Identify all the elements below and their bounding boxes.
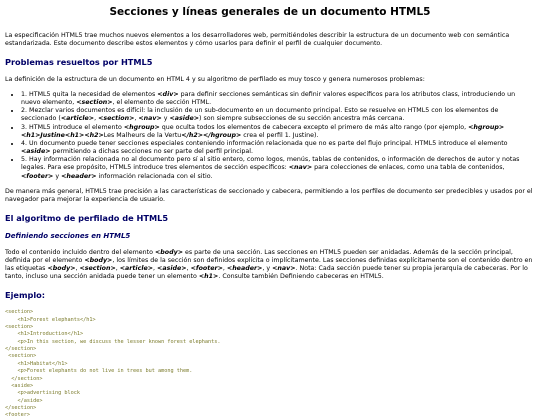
- code-line: </section>: [5, 405, 37, 412]
- item-text: 5. Hay información relacionada no al documento pero sí al sitio entero, como logos, menús, tablas de contenidos, o información de derechos de autor y notas legales. Para ese propósito, HTML5 introduce tres elementos de sección específicos:: [21, 156, 520, 172]
- item-text: 3. HTML5 introduce el elemento: [21, 123, 124, 131]
- code-tag: <footer>: [190, 265, 223, 273]
- code-tag: <body>: [154, 248, 183, 256]
- para-text: ,: [75, 265, 80, 273]
- page-title: Secciones y líneas generales de un documento HTML5: [109, 6, 431, 18]
- problems-outro-paragraph: De manera más general, HTML5 trae precisión a las características de seccionado y cabecera, permitiendo a los perfiles de documento ser predecibles y usados por el navegador para mejorar la experiencia de usuario.: [5, 187, 533, 203]
- code-tag: <hgroup>: [123, 123, 160, 131]
- para-text: es parte de una sección. Las secciones en HTML5 pueden ser anidadas. Además de la sección principal, definida por el elemento: [5, 248, 513, 264]
- item-text: , el elemento de sección HTML.: [112, 98, 212, 106]
- item-text: que oculta todos los elementos de cabecera excepto el primero de más alto rango (por ejemplo,: [159, 123, 469, 131]
- para-text: , y: [262, 265, 273, 273]
- para-text: ,: [115, 265, 120, 273]
- item-text: 2. Mezclar varios documentos es difícil: la inclusión de un sub-documento en un documento principal. Esto se resuelve en HTML5 con los elementos de seccionado (: [21, 107, 499, 123]
- list-item: [21, 107, 535, 123]
- item-text: ,: [134, 115, 139, 123]
- list-item: [21, 140, 535, 156]
- code-tag: <aside>: [157, 265, 187, 273]
- code-line: </aside>: [5, 397, 43, 404]
- item-text: y: [53, 172, 62, 180]
- code-line: <aside>: [5, 382, 34, 389]
- section-heading-algorithm: El algoritmo de perfilado de HTML5: [5, 213, 169, 224]
- code-tag: <article>: [119, 265, 154, 273]
- code-line: </section>: [5, 375, 43, 382]
- code-tag: </h2></hgroup>: [181, 131, 242, 139]
- code-tag: <aside>: [169, 115, 200, 123]
- item-text: ) son siempre subsecciones de su sección ancestra más cercana.: [199, 115, 405, 123]
- para-text: ,: [153, 265, 158, 273]
- code-line: </section>: [5, 346, 37, 353]
- defining-sections-paragraph: [5, 249, 535, 282]
- section-heading-problems: Problemas resueltos por HTML5: [5, 56, 153, 67]
- code-tag: <header>: [226, 265, 263, 273]
- para-text: . Consulte también Definiendo cabeceras en HTML5.: [218, 273, 384, 281]
- code-line: <p>Forest elephants do not live in trees but among them.: [5, 368, 193, 375]
- code-tag: <aside>: [21, 148, 51, 156]
- problems-lead-paragraph: La definición de la estructura de un documento en HTML 4 y su algoritmo de perfilado es muy tosco y genera numerosos problemas:: [5, 75, 425, 83]
- code-line: <section>: [5, 309, 34, 316]
- code-tag: <section>: [76, 98, 113, 106]
- para-text: Todo el contenido incluido dentro del elemento: [5, 248, 155, 256]
- para-text: , los límites de la sección son definidos explícita o implícitamente. Las secciones definidas explícitamente son el contenido dentro en las etiquetas: [5, 256, 533, 273]
- code-tag: <section>: [98, 115, 135, 123]
- item-text: crea el perfil 1. Justine).: [241, 131, 319, 139]
- code-tag: <nav>: [138, 115, 162, 123]
- code-line: <h1>Forest elephants</h1>: [5, 316, 96, 323]
- para-text: . Nota: Cada sección puede tener su propia jerarquía de cabeceras. Por lo tanto, incluso una sección anidada puede tener un elemento: [5, 265, 528, 281]
- code-line: <p>advertising block: [5, 390, 80, 397]
- code-tag: <footer>: [21, 172, 54, 180]
- section-heading-example: Ejemplo:: [5, 290, 46, 301]
- code-tag: <nav>: [272, 265, 296, 273]
- item-text: para definir secciones semánticas sin definir valores específicos para los atributos class, introduciendo un nuevo elemento,: [21, 90, 516, 106]
- code-tag: <body>: [84, 256, 113, 264]
- code-line: <h1>Habitat</h1>: [5, 360, 68, 367]
- list-item: [21, 156, 535, 181]
- para-text: ,: [186, 265, 191, 273]
- item-text: 4. Un documento puede tener secciones especiales conteniendo información relacionada que no es parte del flujo principal. HTML5 introduce el elemento: [21, 139, 508, 147]
- code-tag: <nav>: [288, 164, 313, 172]
- list-item: [21, 124, 535, 140]
- code-tag: <div>: [157, 90, 179, 98]
- code-line: <h1>Introduction</h1>: [5, 331, 84, 338]
- item-text: 1. HTML5 quita la necesidad de elementos: [21, 90, 158, 98]
- code-tag: <article>: [60, 115, 95, 123]
- item-text: información relacionada con el sitio.: [96, 172, 213, 180]
- code-example: [5, 309, 535, 420]
- code-tag: <section>: [79, 265, 116, 273]
- subsection-heading-defining: Definiendo secciones en HTML5: [5, 231, 131, 240]
- item-text: y: [161, 115, 170, 123]
- item-text: Les Malheurs de la Vertu: [103, 131, 182, 139]
- item-text: para colecciones de enlaces, como una tabla de contenidos,: [312, 164, 505, 172]
- code-line: <footer>: [5, 412, 30, 419]
- list-item: [21, 91, 535, 107]
- code-line: <p>In this section, we discuss the lesser known forest elephants.: [5, 338, 221, 345]
- code-line: <section>: [5, 353, 37, 360]
- code-tag: <body>: [47, 265, 76, 273]
- code-tag: <hgroup><h1>Justine<h1><h2>: [21, 123, 505, 139]
- item-text: ,: [94, 115, 99, 123]
- code-line: <section>: [5, 323, 34, 330]
- problems-list: [5, 91, 535, 181]
- para-text: ,: [222, 265, 227, 273]
- code-tag: <h1>: [198, 273, 219, 281]
- intro-paragraph: La especificación HTML5 trae muchos nuevos elementos a los desarrolladores web, permitiéndoles describir la estructura de un documento web con semántica estandarizada. Este documento describe estos elementos y cómo usarlos para definir el perfil de cualquier documento.: [5, 31, 510, 47]
- item-text: permitiendo a dichas secciones no ser parte del perfil principal.: [50, 148, 254, 156]
- code-tag: <header>: [61, 172, 97, 180]
